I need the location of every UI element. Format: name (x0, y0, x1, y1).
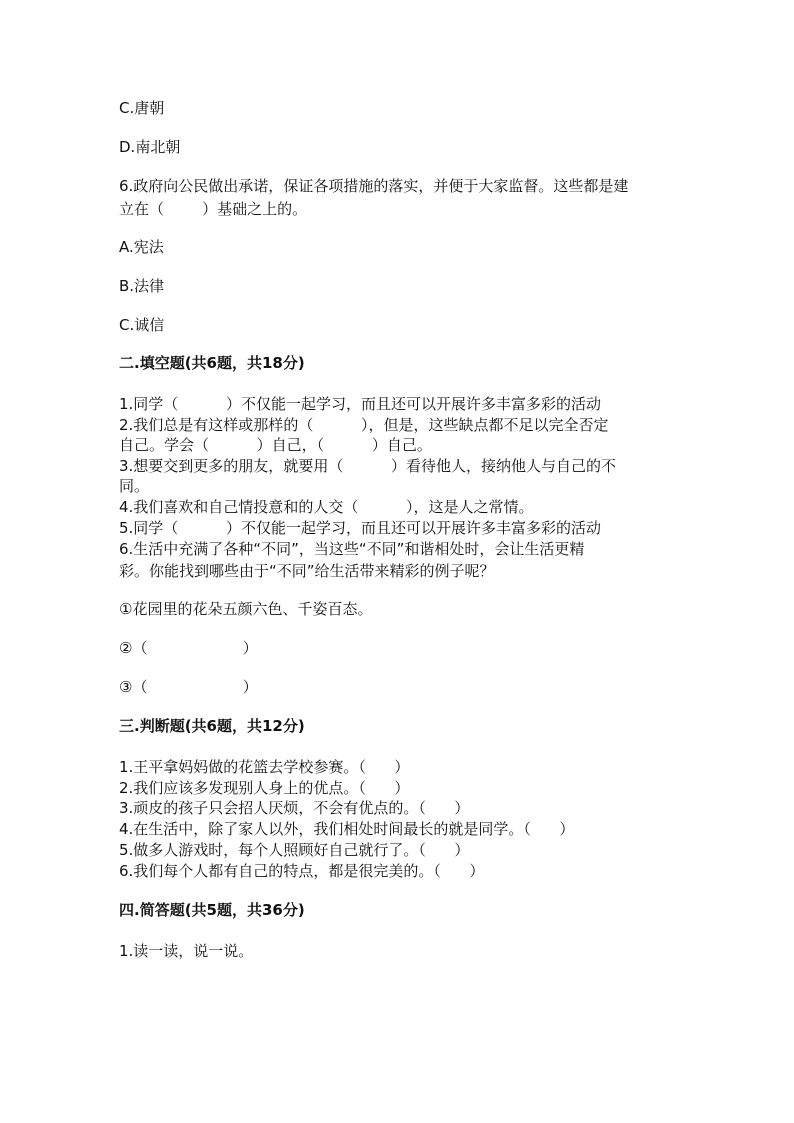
fill-question-2-line-1: 2.我们总是有这样或那样的（ ），但是，这些缺点都不足以完全否定 (119, 416, 609, 434)
question-6-line-1: 6.政府向公民做出承诺，保证各项措施的落实，并便于大家监督。这些都是建 (119, 177, 629, 195)
section-3-heading: 三.判断题(共6题，共12分) (119, 717, 305, 735)
question-6-option-b: B.法律 (119, 277, 165, 295)
judge-question-1: 1.王平拿妈妈做的花篮去学校参赛。（ ） (119, 758, 410, 776)
question-6-option-a: A.宪法 (119, 238, 164, 256)
judge-question-2: 2.我们应该多发现别人身上的优点。（ ） (119, 779, 410, 797)
section-2-heading: 二.填空题(共6题，共18分) (119, 354, 305, 372)
fill-question-1: 1.同学（ ）不仅能一起学习，而且还可以开展许多丰富多彩的活动 (119, 395, 601, 413)
judge-question-4: 4.在生活中，除了家人以外，我们相处时间最长的就是同学。（ ） (119, 820, 575, 838)
fill-question-4: 4.我们喜欢和自己情投意和的人交（ ），这是人之常情。 (119, 498, 534, 516)
judge-question-3: 3.顽皮的孩子只会招人厌烦，不会有优点的。（ ） (119, 799, 470, 817)
option-d-nanbei: D.南北朝 (119, 138, 181, 156)
section-4-heading: 四.简答题(共5题，共36分) (119, 901, 305, 919)
question-6-option-c: C.诚信 (119, 316, 165, 334)
judge-question-5: 5.做多人游戏时，每个人照顾好自己就行了。（ ） (119, 841, 470, 859)
question-6-line-2: 立在（ ）基础之上的。 (119, 200, 308, 218)
fill-question-6-line-2: 彩。你能找到哪些由于“不同”给生活带来精彩的例子呢？ (119, 562, 495, 580)
judge-question-6: 6.我们每个人都有自己的特点，都是很完美的。（ ） (119, 862, 485, 880)
fill-question-6-line-1: 6.生活中充满了各种“不同”，当这些“不同”和谐相处时，会让生活更精 (119, 540, 585, 558)
option-c-tang: C.唐朝 (119, 99, 165, 117)
fill-question-6-example-3: ③（ ） (119, 678, 258, 696)
short-answer-question-1: 1.读一读，说一说。 (119, 942, 254, 960)
fill-question-3-line-2: 同。 (119, 477, 150, 495)
fill-question-5: 5.同学（ ）不仅能一起学习，而且还可以开展许多丰富多彩的活动 (119, 519, 601, 537)
fill-question-6-example-2: ②（ ） (119, 639, 258, 657)
fill-question-3-line-1: 3.想要交到更多的朋友，就要用（ ）看待他人，接纳他人与自己的不 (119, 457, 616, 475)
fill-question-2-line-2: 自己。学会（ ）自己，（ ）自己。 (119, 436, 432, 454)
fill-question-6-example-1: ①花园里的花朵五颜六色、千姿百态。 (119, 600, 373, 618)
